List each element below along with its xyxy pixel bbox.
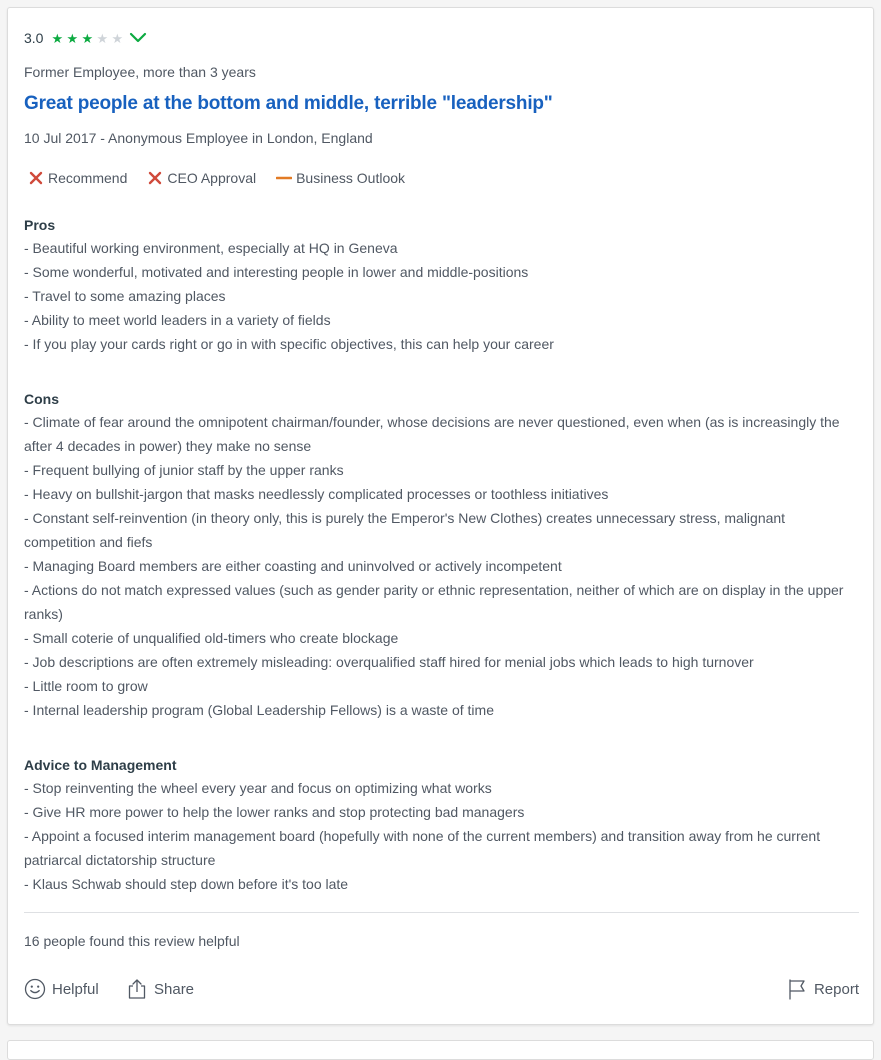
cons-section: [24, 388, 859, 722]
business-outlook-label: Business Outlook: [296, 170, 406, 186]
cons-line: - Climate of fear around the omnipotent chairman/founder, whose decisions are never questioned, even when (as is increasingly the after 4 decades in power) they make no sense: [24, 414, 840, 454]
pros-line: - If you play your cards right or go in with specific objectives, this can help your career: [24, 336, 554, 352]
x-icon: [28, 170, 44, 186]
business-outlook-rating: [276, 170, 405, 186]
report-label: Report: [813, 980, 859, 998]
cons-line: - Constant self-reinvention (in theory only, this is purely the Emperor's New Clothes) creates unnecessary stress, malignant competition and fiefs: [24, 510, 786, 550]
cons-line: - Little room to grow: [24, 678, 148, 694]
advice-heading: Advice to Management: [24, 757, 177, 773]
overall-rating: [24, 28, 147, 48]
review-meta: 10 Jul 2017 - Anonymous Employee in London, England: [24, 130, 373, 146]
share-button[interactable]: [126, 978, 194, 1000]
recommend-rating: [28, 170, 127, 186]
advice-line: - Give HR more power to help the lower ranks and stop protecting bad managers: [24, 804, 525, 820]
review-title-link[interactable]: Great people at the bottom and middle, terrible "leadership": [24, 93, 553, 114]
helpful-count: 16 people found this review helpful: [24, 933, 240, 949]
pros-line: - Travel to some amazing places: [24, 288, 226, 304]
advice-line: - Stop reinventing the wheel every year and focus on optimizing what works: [24, 780, 492, 796]
rating-value: 3.0: [24, 30, 44, 46]
cons-line: - Frequent bullying of junior staff by the upper ranks: [24, 462, 344, 478]
pros-line: - Ability to meet world leaders in a variety of fields: [24, 312, 331, 328]
cons-heading: Cons: [24, 391, 59, 407]
cons-line: - Actions do not match expressed values (such as gender parity or ethnic representation, neither of which are on display in the upper ranks): [24, 582, 844, 622]
advice-line: - Appoint a focused interim management board (hopefully with none of the current members) and transition away from he current patriarcal dictatorship structure: [24, 828, 821, 868]
star-icon: ★: [96, 30, 109, 46]
x-icon: [147, 170, 163, 186]
ceo-approval-rating: [147, 170, 256, 186]
pros-section: [24, 214, 859, 356]
cons-line: - Heavy on bullshit-jargon that masks needlessly complicated processes or toothless initiatives: [24, 486, 609, 502]
smiley-icon: [24, 978, 46, 1000]
star-rating: [51, 32, 126, 45]
employee-status: Former Employee, more than 3 years: [24, 64, 256, 80]
cons-line: - Job descriptions are often extremely misleading: overqualified staff hired for menial jobs which leads to high turnover: [24, 654, 754, 670]
cons-line: - Managing Board members are either coasting and uninvolved or actively incompetent: [24, 558, 562, 574]
helpful-label: Helpful: [52, 980, 99, 998]
star-icon: ★: [81, 30, 94, 46]
pros-line: - Some wonderful, motivated and interesting people in lower and middle-positions: [24, 264, 529, 280]
share-label: Share: [154, 980, 195, 998]
review-actions: [24, 978, 859, 1002]
next-review-card: [7, 1040, 874, 1060]
review-card: [7, 7, 874, 1025]
report-button[interactable]: [786, 978, 859, 1000]
advice-section: [24, 754, 859, 896]
pros-heading: Pros: [24, 217, 56, 233]
sub-ratings: [28, 170, 425, 186]
dash-icon: [276, 170, 292, 186]
pros-line: - Beautiful working environment, especially at HQ in Geneva: [24, 240, 398, 256]
star-icon: ★: [51, 30, 64, 46]
ceo-approval-label: CEO Approval: [167, 170, 257, 186]
recommend-label: Recommend: [48, 170, 128, 186]
star-icon: ★: [66, 30, 79, 46]
chevron-down-icon[interactable]: [129, 31, 147, 45]
flag-icon: [786, 978, 808, 1000]
cons-line: - Small coterie of unqualified old-timers who create blockage: [24, 630, 399, 646]
cons-line: - Internal leadership program (Global Leadership Fellows) is a waste of time: [24, 702, 494, 718]
advice-line: - Klaus Schwab should step down before it's too late: [24, 876, 349, 892]
helpful-button[interactable]: [24, 978, 99, 1000]
share-icon: [126, 978, 148, 1000]
star-icon: ★: [111, 30, 124, 46]
divider: [24, 912, 859, 913]
